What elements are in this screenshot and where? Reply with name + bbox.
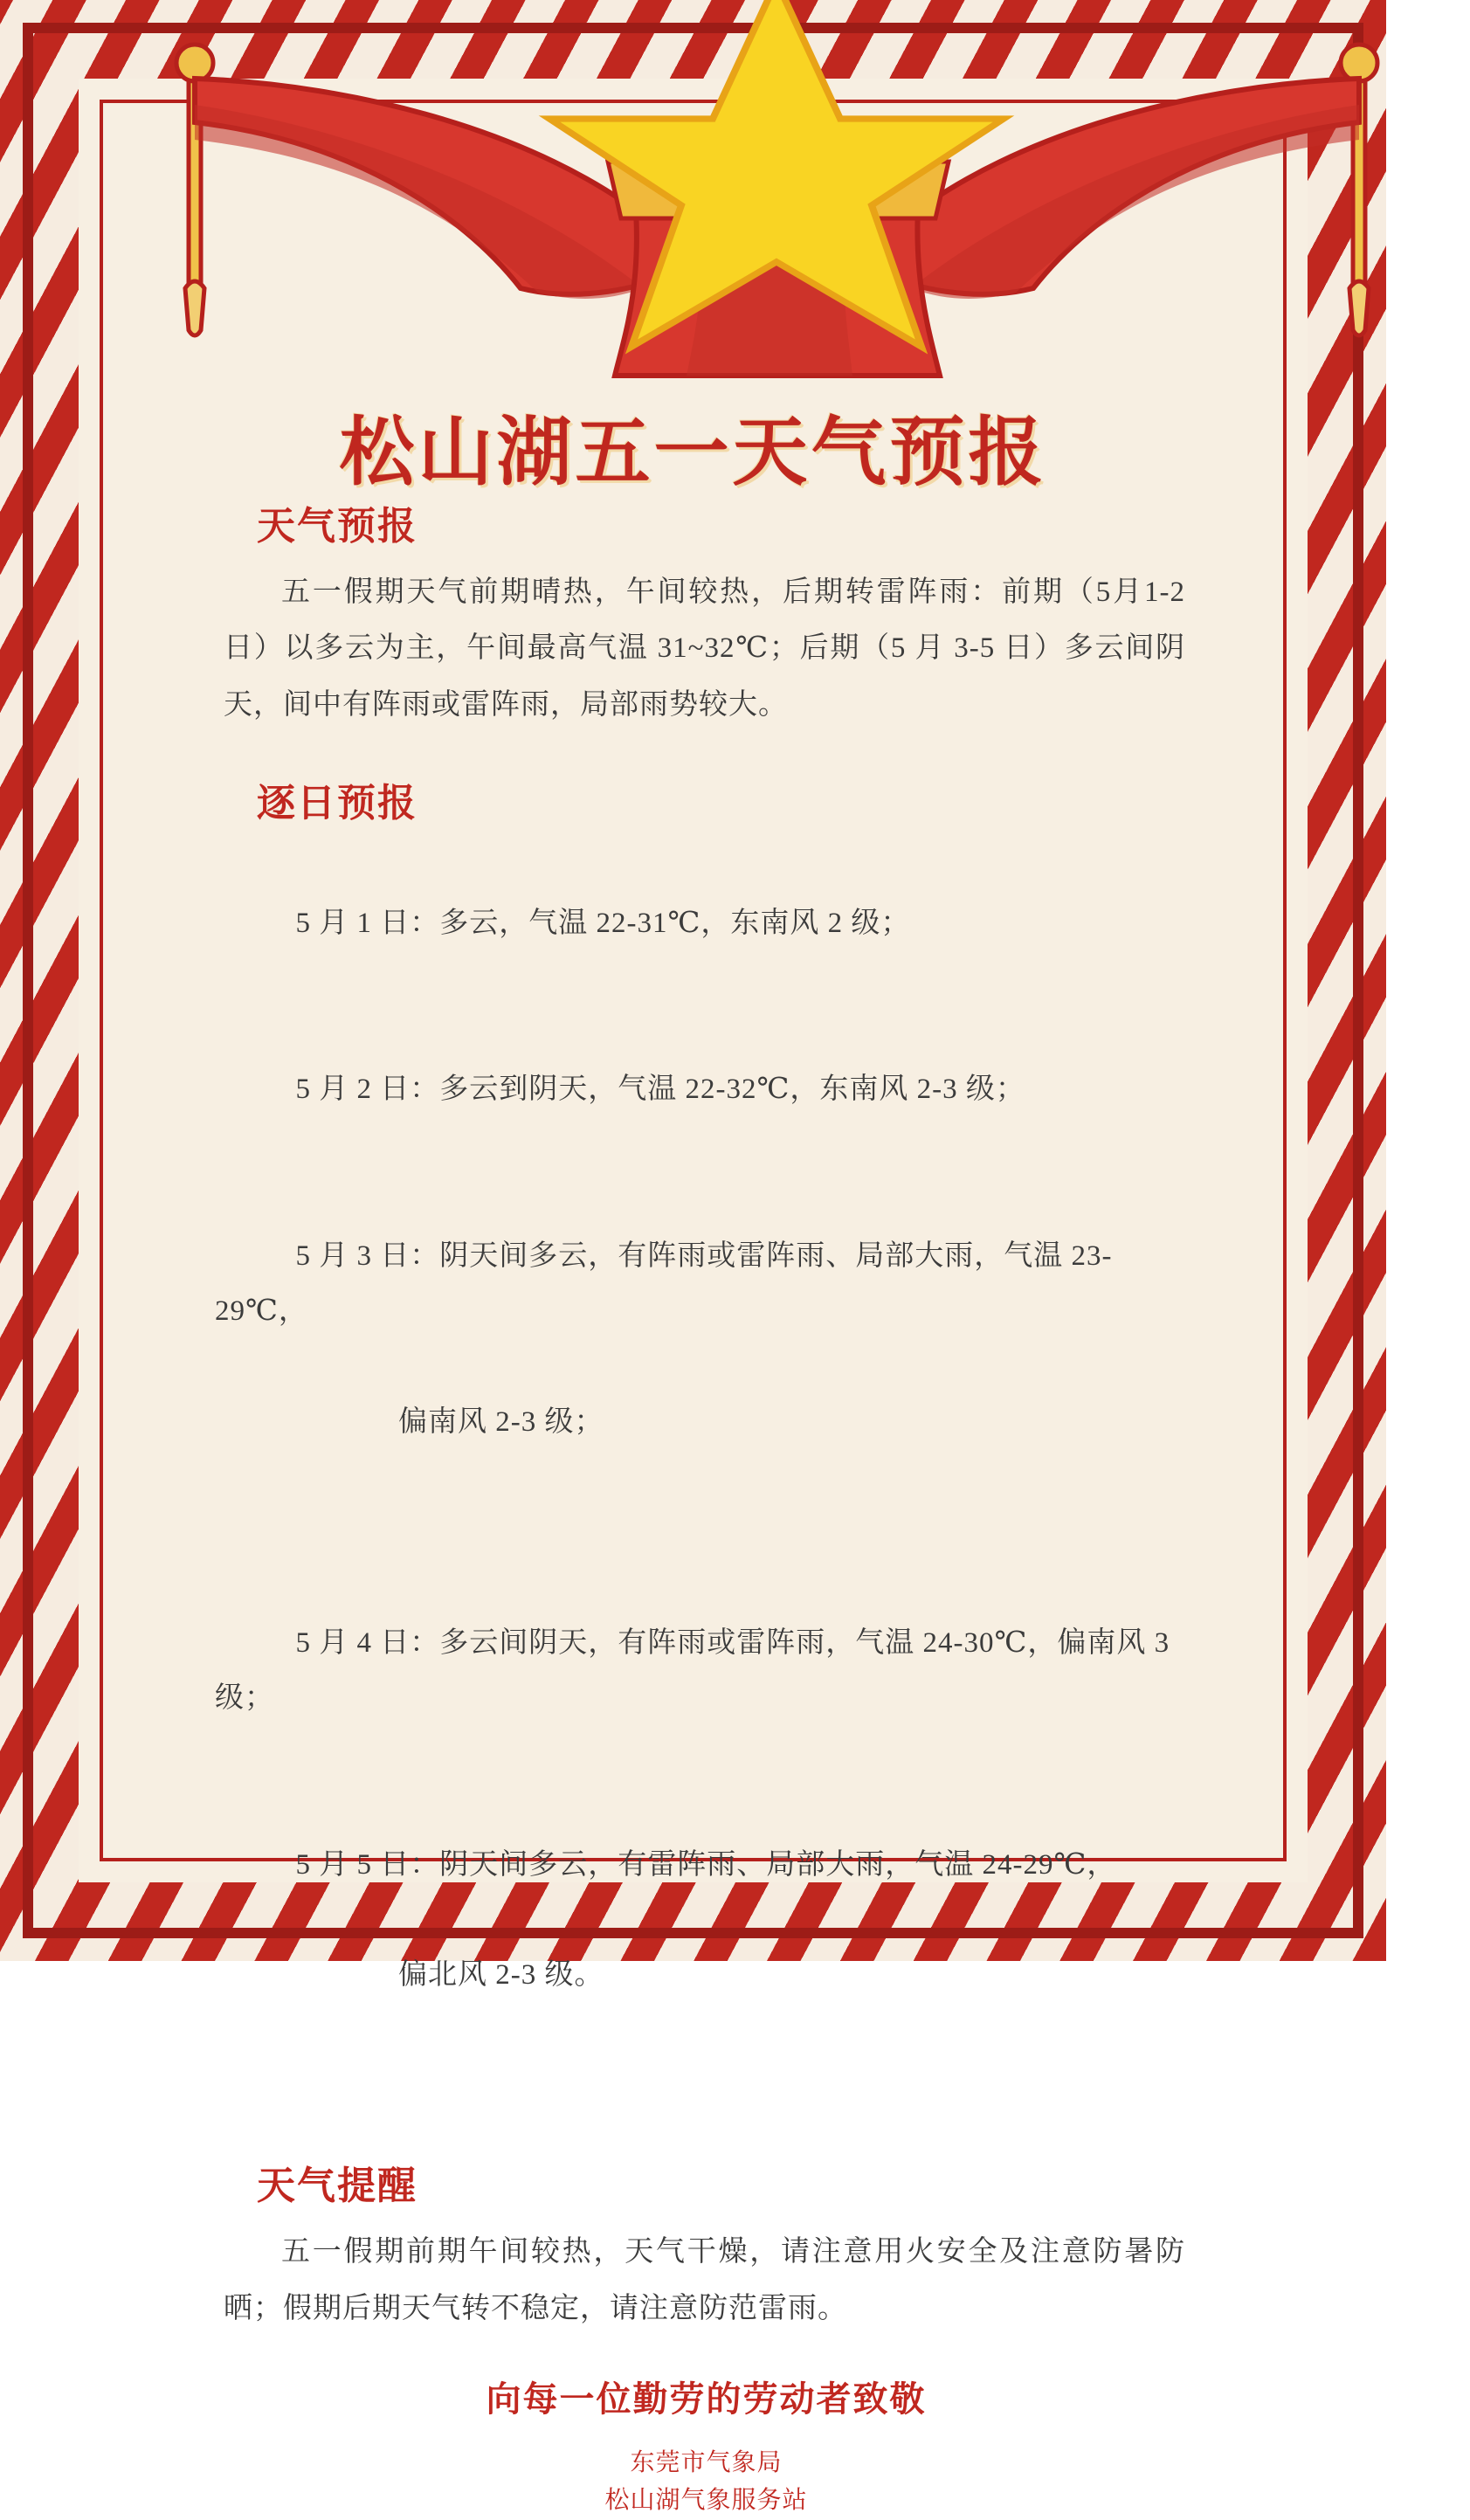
- signature-line-2: 松山湖气象服务站: [604, 2487, 808, 2515]
- daily-text-1: 多云，气温 22-31℃，东南风 2 级；: [439, 908, 911, 940]
- gold-ribbon: [608, 162, 949, 218]
- daily-forecast-list: [215, 841, 1197, 2114]
- signature-block: [215, 2444, 1197, 2520]
- daily-text-2: 多云到阴天，气温 22-32℃，东南风 2-3 级；: [439, 1074, 1025, 1106]
- left-drape: [195, 79, 695, 294]
- poster-content: [215, 494, 1197, 2520]
- section-heading-daily: 逐日预报: [257, 781, 418, 826]
- list-item: [215, 1173, 1197, 1561]
- list-item: [215, 1561, 1197, 1782]
- section-heading-reminder: 天气提醒: [257, 2164, 418, 2209]
- daily-label-5: 5 月 5 日：: [295, 1848, 440, 1881]
- right-drape-shadow: [911, 105, 1359, 299]
- poster-page: [84, 84, 1302, 2515]
- list-item: [215, 841, 1197, 1007]
- daily-label-4: 5 月 4 日：: [295, 1627, 440, 1660]
- section-heading-forecast: 天气预报: [257, 504, 418, 549]
- forecast-paragraph: 五一假期天气前期晴热，午间较热，后期转雷阵雨：前期（5月1-2 日）以多云为主，午间最高气温 31~32℃；后期（5 月 3-5 日）多云间阴天，间中有阵雨或雷阵雨，局部雨势较大。: [224, 576, 1185, 721]
- signature-line-1: 东莞市气象局: [630, 2448, 783, 2476]
- daily-label-3: 5 月 3 日：: [295, 1239, 440, 1272]
- daily-text-3-cont: 偏南风 2-3 级；: [398, 1405, 604, 1438]
- center-drape: [615, 131, 940, 376]
- slogan-text: 向每一位勤劳的劳动者致敬: [486, 2378, 927, 2420]
- list-item: [215, 1007, 1197, 1173]
- daily-label-1: 5 月 1 日：: [295, 908, 440, 940]
- left-pole-icon: [176, 45, 213, 335]
- right-drape: [859, 79, 1359, 294]
- daily-label-2: 5 月 2 日：: [295, 1074, 440, 1106]
- daily-text-3: 阴天间多云，有阵雨或雷阵雨、局部大雨，气温 23-29℃，: [215, 1239, 1113, 1327]
- daily-text-4: 多云间阴天，有阵雨或雷阵雨，气温 24-30℃，偏南风 3 级；: [215, 1627, 1178, 1715]
- daily-text-5-cont: 偏北风 2-3 级。: [398, 1959, 604, 1992]
- left-drape-shadow: [195, 105, 643, 299]
- list-item: [215, 1782, 1197, 2114]
- daily-text-5: 阴天间多云，有雷阵雨、局部大雨，气温 24-29℃，: [439, 1848, 1117, 1881]
- center-drape-shadow: [687, 140, 852, 376]
- page-title: 松山湖五一天气预报: [339, 409, 1047, 496]
- reminder-paragraph: 五一假期前期午间较热，天气干燥，请注意用火安全及注意防暑防晒；假期后期天气转不稳定，请注意防范雷雨。: [224, 2236, 1185, 2324]
